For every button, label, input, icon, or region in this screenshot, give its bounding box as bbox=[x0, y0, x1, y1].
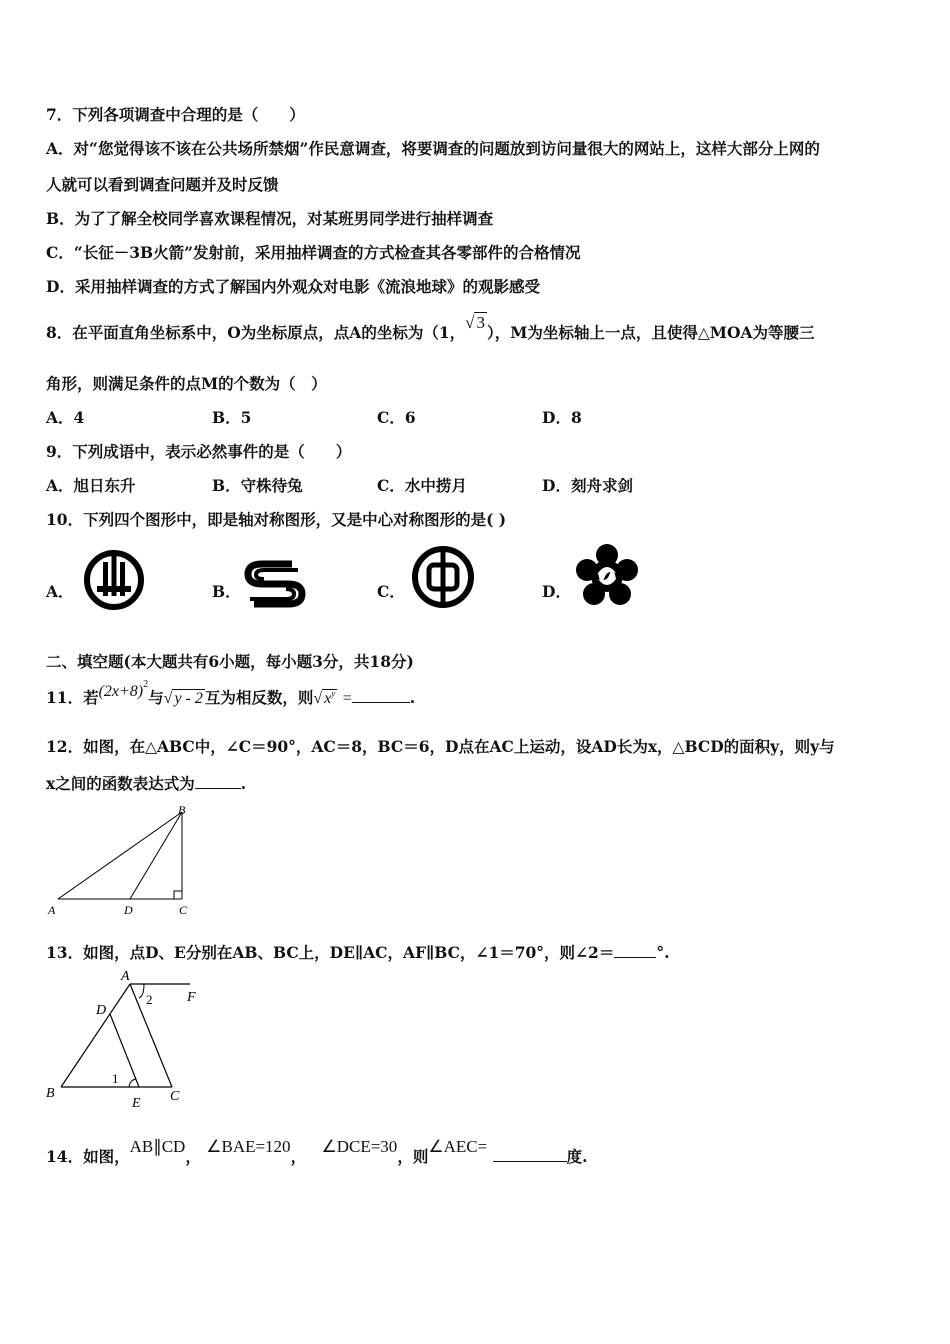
q7-option-c: C．“长征－3B火箭”发射前，采用抽样调查的方式检查其各零部件的合格情况 bbox=[46, 243, 581, 262]
q13-label-e: E bbox=[132, 1096, 141, 1111]
q10-option-c: C． bbox=[377, 582, 405, 601]
q10-option-a: A． bbox=[46, 582, 74, 601]
q11-num: 11．若 bbox=[46, 688, 99, 707]
q8-stem-pre: 8．在平面直角坐标系中，O为坐标原点，点A的坐标为（1， bbox=[46, 323, 466, 342]
q11-sqrt2: √ $x^y$ bbox=[313, 688, 336, 707]
q12-triangle-figure bbox=[44, 802, 204, 920]
logo-b-icon bbox=[240, 556, 310, 612]
q9-option-b: B．守株待兔 bbox=[212, 476, 303, 495]
q8-stem-line2: 角形，则满足条件的点M的个数为（ ） bbox=[46, 374, 327, 393]
q14-angle-dce: ∠DCE=30 bbox=[321, 1137, 398, 1156]
q7-stem: 7．下列各项调查中合理的是（ ） bbox=[46, 105, 305, 124]
q11-mid: 与 bbox=[148, 688, 164, 707]
logo-c-icon bbox=[410, 544, 476, 610]
logo-d-icon bbox=[574, 543, 640, 609]
q9-option-c: C．水中捞月 bbox=[377, 476, 467, 495]
q14-angle-bae: ∠BAE=120 bbox=[206, 1137, 291, 1156]
q13-label-1: 1 bbox=[112, 1071, 119, 1086]
q8-stem-post: ），M为坐标轴上一点，且使得△MOA为等腰三 bbox=[486, 323, 815, 342]
q13-label-d: D bbox=[96, 1003, 107, 1018]
q14-line: 14．如图，AB∥CD， ∠BAE=120， ∠DCE=30，则∠AEC= 度. bbox=[46, 1137, 588, 1166]
q10-option-d: D． bbox=[542, 582, 571, 601]
q9-option-d: D．刻舟求剑 bbox=[542, 476, 633, 495]
q13-stem: 13．如图，点D、E分别在AB、BC上，DE∥AC，AF∥BC，∠1＝70°，则∠2＝ °. bbox=[46, 943, 670, 962]
q11-line: 11．若$(2x+8)^2$与√ y - 2 互为相反数，则√ $x^y$ = . bbox=[46, 678, 416, 707]
logo-a-icon bbox=[82, 548, 146, 612]
q10-option-b: B． bbox=[212, 582, 241, 601]
q13-label-c: C bbox=[170, 1089, 180, 1104]
q11-post: 互为相反数，则 bbox=[204, 688, 314, 707]
q7-option-a-line2: 人就可以看到调查问题并及时反馈 bbox=[46, 175, 279, 194]
q7-option-b: B．为了了解全校同学喜欢课程情况，对某班男同学进行抽样调查 bbox=[46, 209, 494, 228]
q9-option-a: A．旭日东升 bbox=[46, 476, 136, 495]
q11-expr1: (2x+8) bbox=[98, 683, 144, 700]
q7-option-d: D．采用抽样调查的方式了解国内外观众对电影《流浪地球》的观影感受 bbox=[46, 277, 540, 296]
q8-option-a: A．4 bbox=[46, 408, 85, 427]
q11-sqrt1: √ y - 2 bbox=[163, 690, 203, 707]
q8-stem-line1 bbox=[46, 313, 815, 343]
q11-exp: 2 bbox=[143, 678, 149, 690]
q12-label-d: D bbox=[124, 903, 133, 917]
q13-answer-blank[interactable] bbox=[614, 957, 656, 958]
q13-label-a: A bbox=[121, 969, 130, 984]
q14-parallel: AB∥CD bbox=[129, 1137, 186, 1156]
q8-sqrt: √ 3 bbox=[465, 313, 485, 332]
q12-label-c: C bbox=[179, 903, 188, 917]
q14-answer-blank[interactable] bbox=[493, 1161, 567, 1162]
q13-label-2: 2 bbox=[146, 992, 153, 1007]
q8-option-d: D．8 bbox=[542, 408, 582, 427]
q8-option-b: B．5 bbox=[212, 408, 252, 427]
q12-stem-line2: x之间的函数表达式为 . bbox=[46, 774, 247, 793]
q12-label-a: A bbox=[48, 903, 56, 917]
q13-figure bbox=[40, 966, 210, 1112]
q12-stem-line1: 12．如图，在△ABC中，∠C＝90°，AC＝8，BC＝6，D点在AC上运动，设AD长为x，△BCD的面积y，则y与 bbox=[46, 737, 835, 756]
section-heading: 二、填空题(本大题共有6小题，每小题3分，共18分) bbox=[46, 652, 414, 671]
q14-pre: 14．如图， bbox=[46, 1147, 130, 1166]
q7-option-a-line1: A．对“您觉得该不该在公共场所禁烟”作民意调查，将要调查的问题放到访问量很大的网站上，这样大部分上网的 bbox=[46, 139, 820, 158]
q11-answer-blank[interactable] bbox=[352, 702, 410, 703]
q10-stem: 10．下列四个图形中，即是轴对称图形，又是中心对称图形的是( ) bbox=[46, 510, 507, 529]
q9-stem: 9．下列成语中，表示必然事件的是（ ） bbox=[46, 442, 352, 461]
q13-label-b: B bbox=[46, 1086, 55, 1101]
q11-eq: = bbox=[342, 690, 352, 707]
q8-option-c: C．6 bbox=[377, 408, 416, 427]
q14-angle-aec: ∠AEC= bbox=[428, 1137, 488, 1156]
q13-label-f: F bbox=[187, 990, 196, 1005]
q12-answer-blank[interactable] bbox=[195, 788, 241, 789]
q12-label-b: B bbox=[178, 803, 186, 817]
